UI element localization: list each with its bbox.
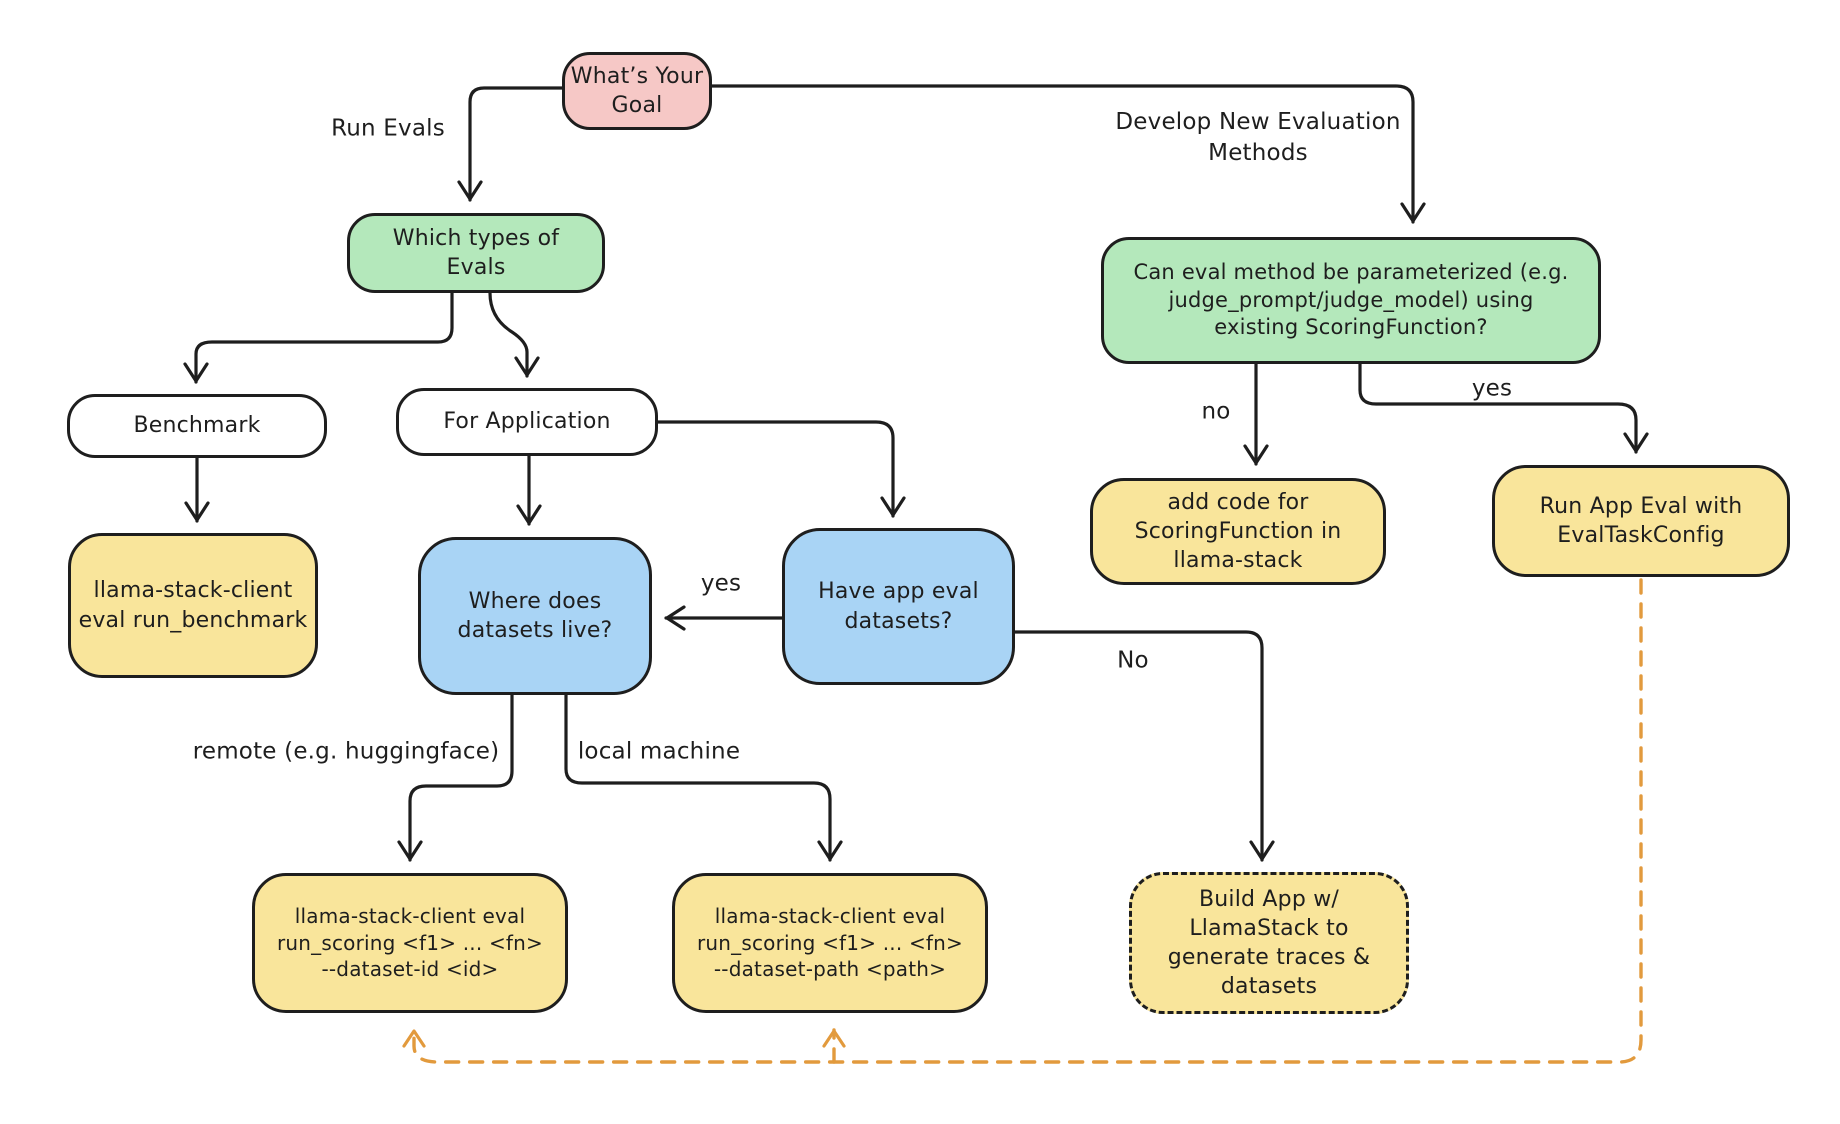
edge-for-application-to-have-datasets — [658, 422, 893, 516]
node-text-line: llama-stack — [1173, 548, 1303, 574]
node-text-line: LlamaStack to — [1189, 915, 1349, 941]
edge-label-yes-parameterized: yes — [1471, 375, 1513, 402]
node-text-line: EvalTaskConfig — [1557, 523, 1725, 548]
node-text-line: Run App Eval with — [1539, 493, 1743, 519]
node-where-does-datasets-live — [418, 537, 652, 695]
node-text-line: datasets live? — [457, 618, 613, 643]
edge-label-yes-have-datasets: yes — [700, 570, 742, 597]
edge-label-no-parameterized: no — [1201, 398, 1231, 425]
node-text-line: llama-stack-client eval — [714, 904, 946, 929]
node-build-app-with-llamastack — [1129, 872, 1409, 1014]
node-text-line: Benchmark — [133, 413, 261, 439]
node-text-line: eval run_benchmark — [78, 607, 308, 633]
node-text-line: Where does — [468, 588, 602, 614]
node-text-line: Evals — [446, 255, 506, 280]
node-run-scoring-dataset-path-command — [672, 873, 988, 1013]
node-text-line: Can eval method be parameterized (e.g. — [1133, 259, 1569, 284]
node-text-line: For Application — [443, 409, 611, 435]
node-text-line: Which types of — [392, 225, 560, 251]
node-text-line: existing ScoringFunction? — [1214, 315, 1488, 340]
edge-which-types-to-for-application — [490, 293, 527, 376]
node-text-line: generate traces & — [1167, 945, 1371, 970]
edge-which-types-to-benchmark — [196, 293, 452, 382]
node-run-scoring-dataset-id-command — [252, 873, 568, 1013]
node-text-line: run_scoring <f1> ... <fn> — [696, 930, 964, 955]
node-run-benchmark-command — [68, 533, 318, 678]
node-text-line: Build App w/ — [1199, 886, 1339, 912]
node-which-types-of-evals — [347, 213, 605, 293]
node-text-line: llama-stack-client — [93, 578, 293, 604]
node-text-line: Have app eval — [818, 579, 979, 605]
node-whats-your-goal — [562, 52, 712, 130]
edge-where-datasets-local-to-run-scoring-local — [566, 695, 830, 860]
node-text-line: What’s Your — [570, 63, 704, 89]
node-text-line: run_scoring <f1> ... <fn> — [276, 930, 544, 955]
edge-where-datasets-remote-to-run-scoring-remote — [410, 695, 512, 860]
node-text-line: llama-stack-client eval — [294, 904, 526, 929]
node-run-app-eval-with-evaltaskconfig — [1492, 465, 1790, 577]
edge-label-line: Develop New Evaluation — [1115, 108, 1401, 135]
node-can-eval-method-be-parameterized — [1101, 237, 1601, 364]
node-text-line: --dataset-path <path> — [713, 957, 947, 982]
node-add-code-for-scoringfunction — [1090, 478, 1386, 585]
node-for-application — [396, 388, 658, 456]
edge-label-develop-new-evaluation-methods — [1115, 107, 1400, 169]
edge-label-line: Methods — [1208, 140, 1308, 166]
edge-label-run-evals: Run Evals — [331, 115, 445, 142]
edge-label-no-have-datasets: No — [1117, 647, 1149, 674]
node-text-line: datasets? — [844, 608, 953, 634]
node-text-line: ScoringFunction in — [1134, 518, 1342, 544]
node-have-app-eval-datasets — [782, 528, 1015, 685]
node-text-line: --dataset-id <id> — [321, 957, 499, 982]
node-text-line: Goal — [611, 93, 663, 118]
node-text-line: judge_prompt/judge_model) using — [1168, 287, 1534, 312]
edge-label-remote-huggingface: remote (e.g. huggingface) — [192, 738, 500, 765]
node-text-line: add code for — [1167, 489, 1309, 515]
node-text-line: datasets — [1220, 974, 1318, 1000]
node-benchmark — [67, 394, 327, 458]
edge-label-local-machine: local machine — [577, 738, 741, 765]
edge-goal-to-which-types — [470, 88, 562, 200]
